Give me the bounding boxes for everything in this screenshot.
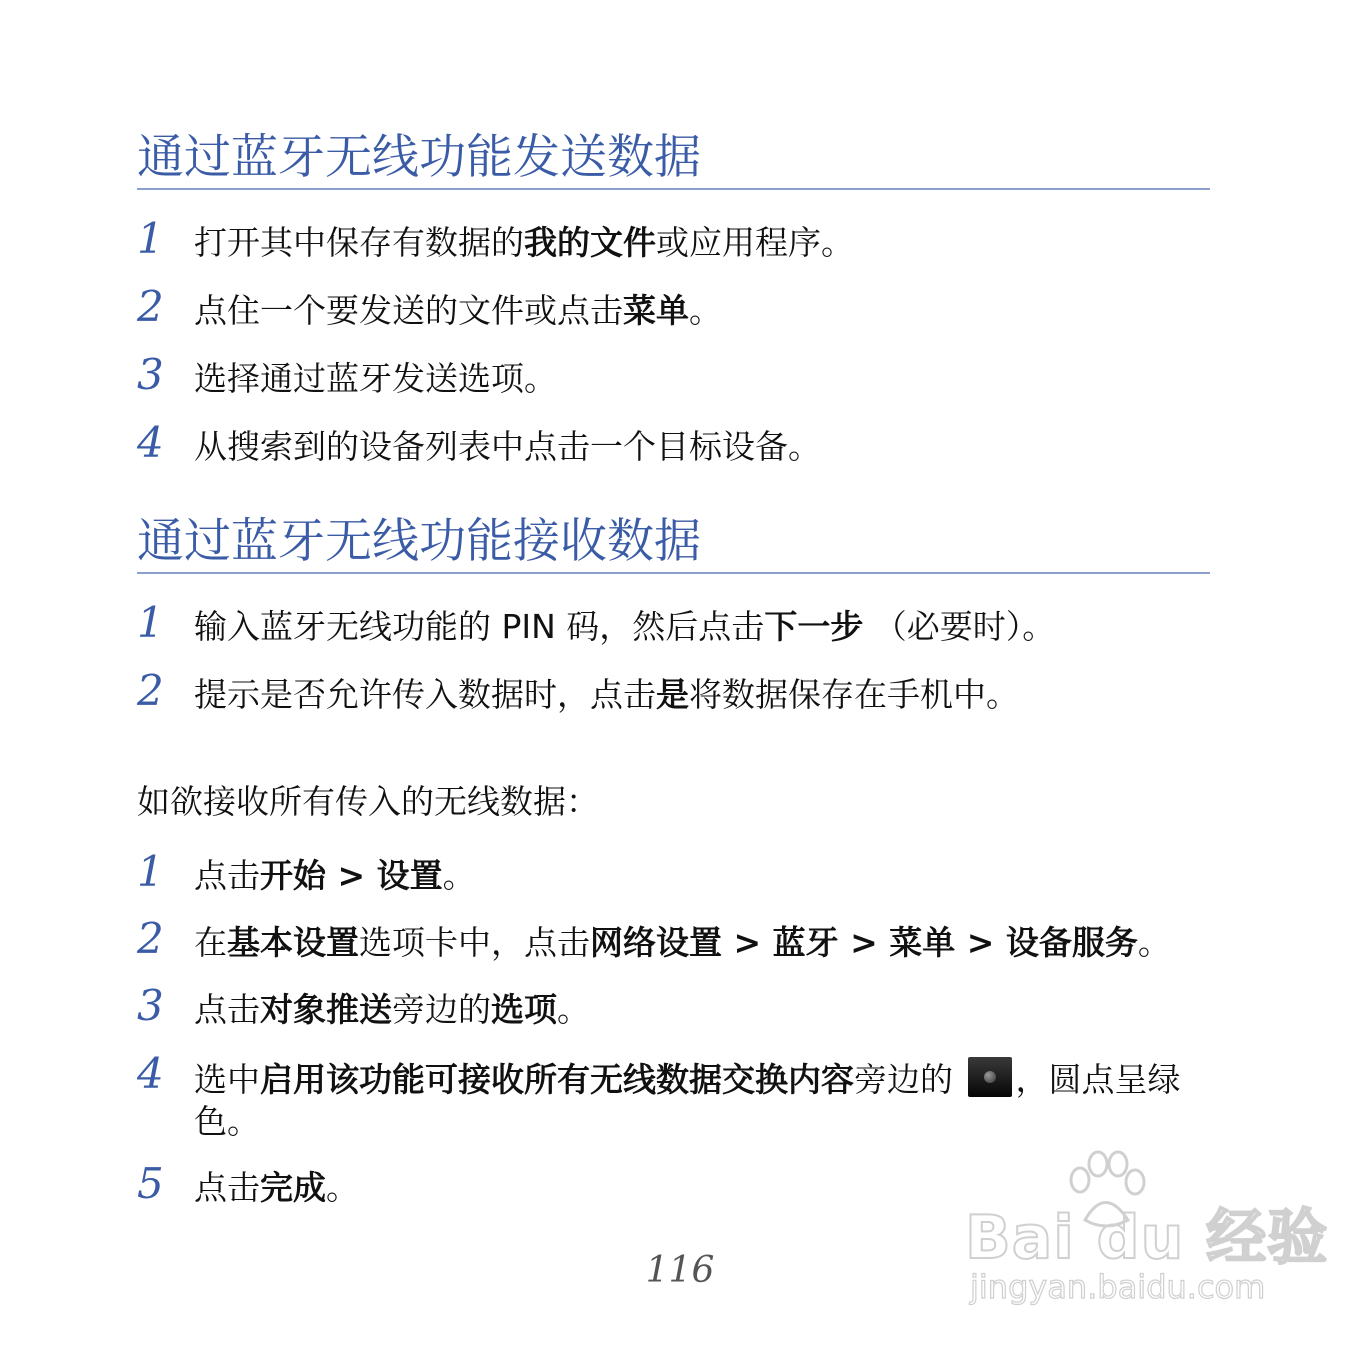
step-number: 3 (137, 981, 164, 1030)
receive-all-intro: 如欲接收所有传入的无线数据： (137, 782, 599, 821)
step-text-segment: 旁边的 (854, 1060, 964, 1099)
step-text-segment: 。 (557, 990, 590, 1029)
step-text (194, 674, 1234, 716)
step-number: 2 (137, 666, 164, 715)
section-title-send: 通过蓝牙无线功能发送数据 (137, 128, 1210, 190)
step-text (194, 989, 1234, 1031)
step-text-segment: 选择通过蓝牙发送选项。 (194, 359, 557, 398)
step-number: 1 (137, 847, 164, 896)
step-number: 2 (137, 914, 164, 963)
step-number: 4 (137, 418, 164, 467)
step-text-segment: 选中 (194, 1060, 260, 1099)
ui-term: 开始 > 设置 (260, 856, 443, 895)
step-text (194, 222, 1234, 264)
ui-term: 下一步 (764, 607, 864, 646)
step-number: 5 (137, 1159, 164, 1208)
ui-term: 完成 (260, 1168, 326, 1207)
step-text (194, 606, 1234, 648)
step-text-segment: 或应用程序。 (656, 223, 854, 262)
ui-term: 选项 (491, 990, 557, 1029)
step-text (194, 855, 1234, 897)
step-text (194, 426, 1234, 468)
step-number: 1 (137, 598, 164, 647)
step-text-segment: 。 (1137, 923, 1171, 962)
baidu-jingyan-watermark (965, 1150, 1329, 1320)
step-text (194, 290, 1234, 332)
step-text (194, 922, 1234, 964)
step-text-segment: 在 (194, 923, 227, 962)
step-text-segment: 点击 (194, 990, 260, 1029)
step-text-segment: ，圆点呈绿色。 (194, 1060, 1181, 1141)
step-text-segment: 。 (442, 856, 476, 895)
step-number: 2 (137, 282, 164, 331)
toggle-dot-icon (968, 1057, 1012, 1097)
step-text-segment: 。 (689, 291, 722, 330)
watermark-url: jingyan.baidu.com (970, 1268, 1266, 1306)
step-number: 4 (137, 1049, 164, 1098)
step-number: 3 (137, 350, 164, 399)
step-text-segment: 从搜索到的设备列表中点击一个目标设备。 (194, 427, 821, 466)
ui-term: 对象推送 (260, 990, 392, 1029)
step-text-segment: 。 (326, 1168, 359, 1207)
ui-term: 基本设置 (227, 923, 359, 962)
ui-term: 菜单 (623, 291, 689, 330)
section-title-receive: 通过蓝牙无线功能接收数据 (137, 512, 1210, 574)
step-number: 1 (137, 214, 164, 263)
step-text (194, 358, 1234, 400)
step-text (194, 1057, 1204, 1143)
step-text-segment: 点击 (194, 1168, 260, 1207)
step-text-segment: 点住一个要发送的文件或点击 (194, 291, 623, 330)
step-text-segment: 将数据保存在手机中。 (689, 675, 1019, 714)
ui-term: 我的文件 (524, 223, 656, 262)
step-text-segment: 选项卡中，点击 (359, 923, 590, 962)
ui-term: 启用该功能可接收所有无线数据交换内容 (260, 1060, 854, 1099)
step-text-segment: 旁边的 (392, 990, 491, 1029)
page-number: 116 (645, 1250, 715, 1291)
step-text-segment: 提示是否允许传入数据时，点击 (194, 675, 656, 714)
step-text-segment: 点击 (194, 856, 260, 895)
ui-term: 网络设置 > 蓝牙 > 菜单 > 设备服务 (590, 923, 1138, 962)
ui-term: 是 (656, 675, 689, 714)
step-text-segment: 打开其中保存有数据的 (194, 223, 524, 262)
step-text-segment: （必要时）。 (863, 607, 1056, 646)
watermark-brand: Bai du 经验 (965, 1203, 1329, 1273)
step-text-segment: 输入蓝牙无线功能的 PIN 码，然后点击 (194, 607, 765, 646)
